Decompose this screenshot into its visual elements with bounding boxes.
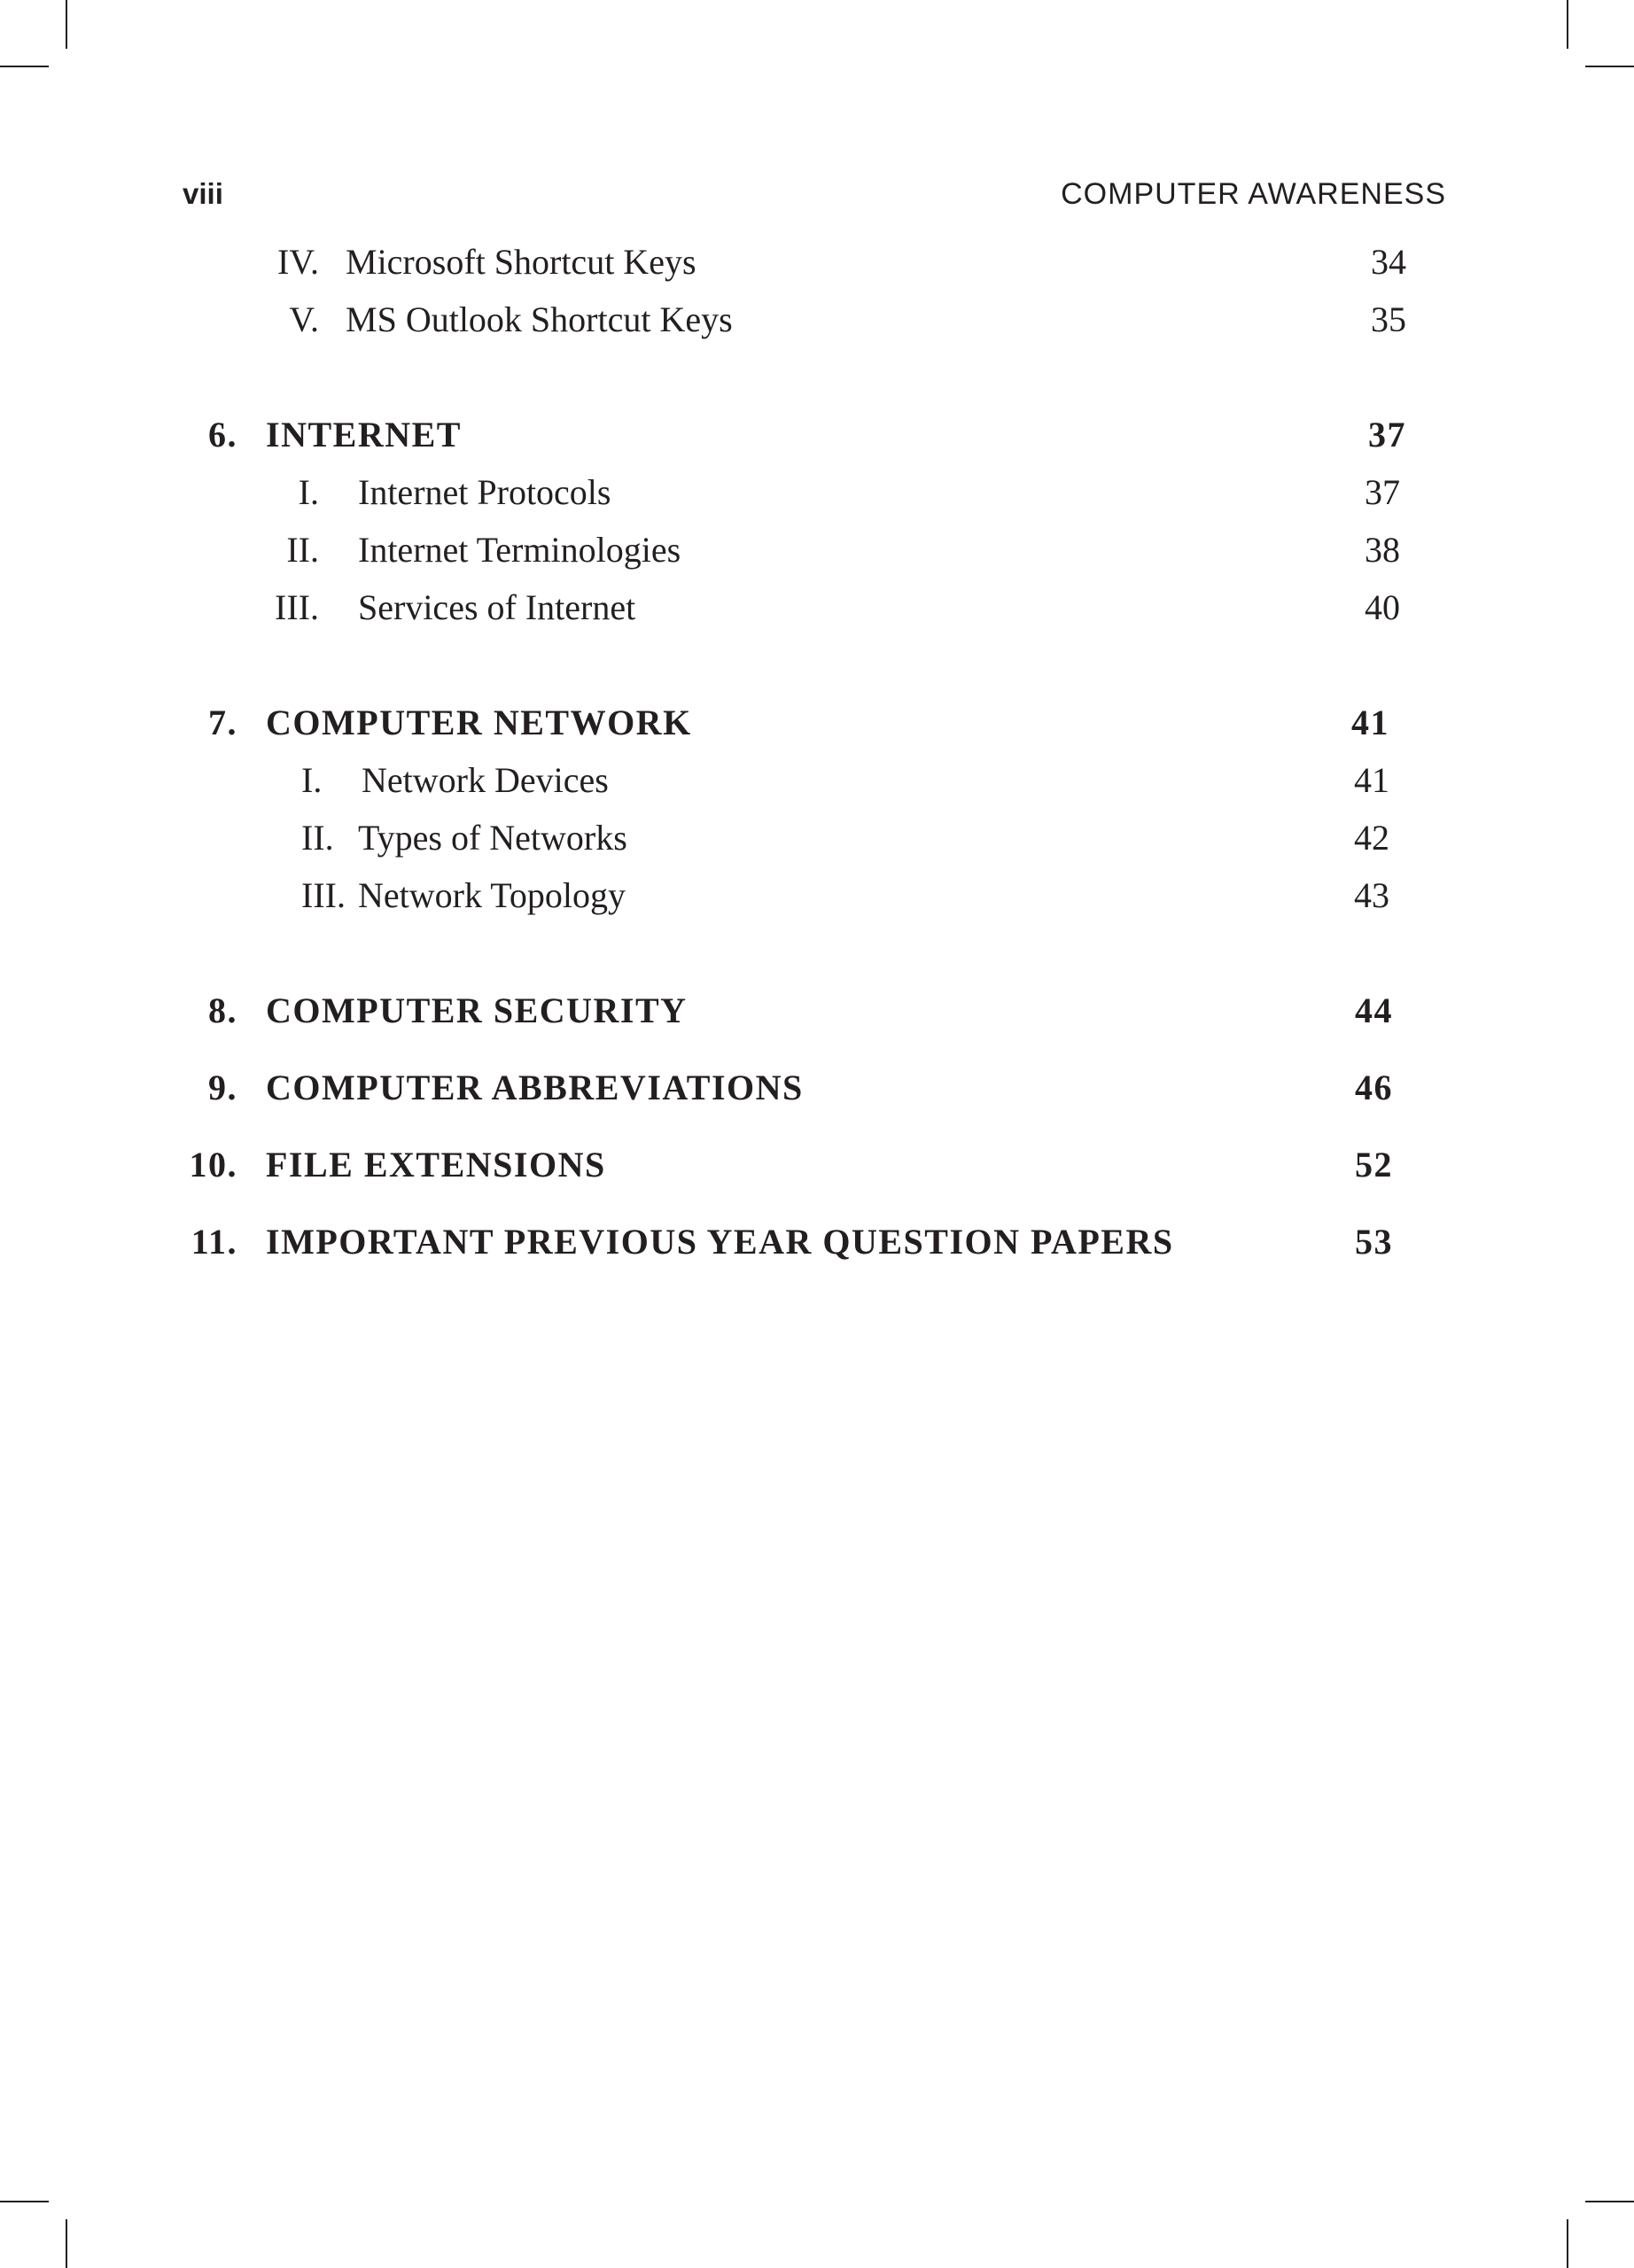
entry-number: I. — [301, 760, 323, 800]
entry-page: 34 — [1371, 242, 1406, 282]
toc-entry — [0, 297, 1634, 343]
entry-title: Services of Internet — [358, 587, 636, 627]
book-title: COMPUTER AWARENESS — [1061, 177, 1446, 211]
entry-number: V. — [289, 299, 319, 339]
chapter-number: 10. — [189, 1145, 237, 1184]
entry-title: Microsoft Shortcut Keys — [346, 242, 696, 282]
chapter-page: 53 — [1355, 1222, 1393, 1262]
chapter-page: 41 — [1351, 703, 1389, 742]
toc-chapter — [0, 412, 1634, 458]
entry-page: 43 — [1354, 875, 1389, 915]
entry-number: IV. — [276, 242, 319, 282]
entry-number: II. — [286, 530, 319, 570]
toc-chapter — [0, 1142, 1634, 1188]
chapter-page: 52 — [1355, 1145, 1393, 1184]
toc-chapter — [0, 988, 1634, 1034]
entry-title: Internet Terminologies — [358, 530, 681, 570]
chapter-page: 46 — [1355, 1068, 1393, 1107]
entry-page: 38 — [1365, 530, 1400, 570]
chapter-number: 11. — [191, 1222, 237, 1262]
chapter-title: INTERNET — [266, 415, 462, 454]
chapter-page: 44 — [1355, 990, 1393, 1030]
toc-entry — [0, 585, 1634, 631]
chapter-number: 7. — [208, 703, 237, 742]
entry-title: Internet Protocols — [358, 472, 611, 512]
entry-page: 42 — [1354, 818, 1389, 858]
chapter-title: COMPUTER NETWORK — [266, 703, 692, 742]
toc-entry — [0, 527, 1634, 573]
toc-entry — [0, 873, 1634, 919]
page-folio: viii — [183, 177, 223, 210]
entry-number: III. — [301, 875, 346, 915]
chapter-title: COMPUTER SECURITY — [266, 990, 688, 1030]
entry-title: Types of Networks — [358, 818, 627, 858]
entry-title: Network Devices — [362, 760, 609, 800]
chapter-title: COMPUTER ABBREVIATIONS — [266, 1068, 804, 1107]
entry-number: I. — [298, 472, 319, 512]
chapter-number: 9. — [208, 1068, 237, 1107]
toc-entry — [0, 239, 1634, 285]
entry-page: 37 — [1365, 472, 1400, 512]
chapter-page: 37 — [1368, 415, 1406, 454]
entry-page: 40 — [1365, 587, 1400, 627]
chapter-number: 8. — [208, 990, 237, 1030]
entry-title: Network Topology — [358, 875, 626, 915]
toc-entry — [0, 757, 1634, 804]
chapter-number: 6. — [208, 415, 237, 454]
toc-chapter — [0, 700, 1634, 746]
entry-page: 35 — [1371, 299, 1406, 339]
entry-number: III. — [275, 587, 319, 627]
entry-title: MS Outlook Shortcut Keys — [346, 299, 733, 339]
toc-entry — [0, 815, 1634, 861]
entry-page: 41 — [1354, 760, 1389, 800]
chapter-title: IMPORTANT PREVIOUS YEAR QUESTION PAPERS — [266, 1222, 1174, 1262]
toc-chapter — [0, 1219, 1634, 1265]
entry-number: II. — [301, 818, 334, 858]
chapter-title: FILE EXTENSIONS — [266, 1145, 606, 1184]
toc-chapter — [0, 1065, 1634, 1111]
toc-entry — [0, 470, 1634, 516]
